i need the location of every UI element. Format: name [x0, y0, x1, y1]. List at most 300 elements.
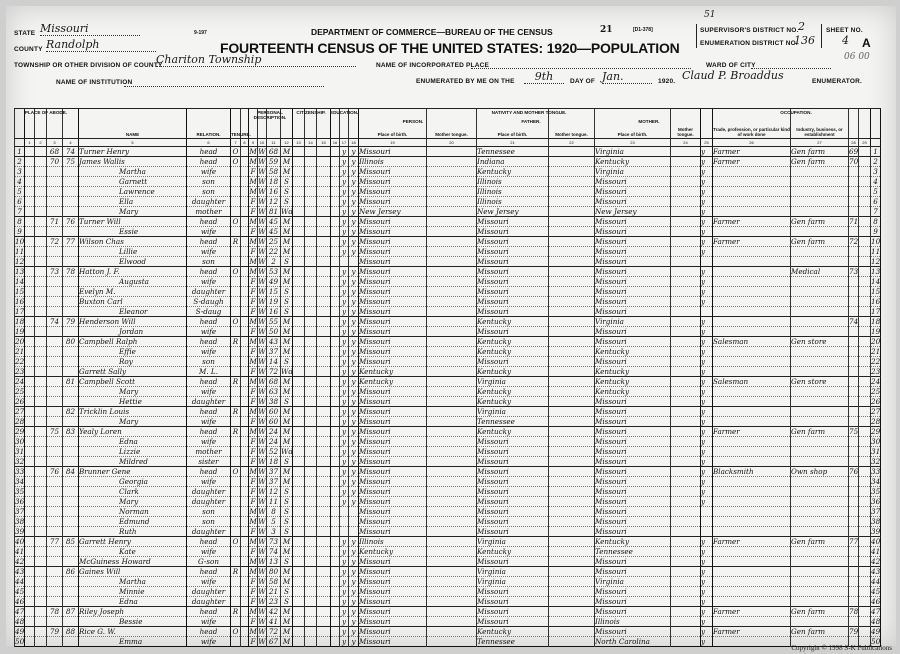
line-number-right: 16	[871, 297, 881, 306]
family-number	[63, 277, 79, 287]
tenure: O	[231, 217, 241, 227]
can-write: y	[349, 197, 359, 207]
column-number: 4	[63, 139, 79, 147]
cell	[549, 557, 595, 567]
line-number: 20	[15, 337, 25, 346]
relation: daughter	[187, 587, 231, 597]
dwelling-number	[47, 527, 63, 537]
cell	[549, 487, 595, 497]
birthplace: Missouri	[359, 347, 427, 357]
cell	[305, 217, 317, 227]
cell	[25, 307, 35, 317]
family-number: 76	[63, 217, 79, 227]
cell	[331, 597, 340, 607]
cell	[25, 417, 35, 427]
family-number	[63, 347, 79, 357]
can-read: y	[340, 397, 349, 407]
cell	[25, 547, 35, 557]
occupation-trade	[713, 587, 791, 597]
line-number: 14	[15, 277, 25, 286]
line-number-right: 20	[871, 337, 881, 346]
mother-birthplace: Missouri	[595, 557, 671, 567]
speaks-english: y	[701, 337, 713, 347]
sex: M	[249, 507, 257, 516]
birthplace: Missouri	[359, 267, 427, 277]
age: 53	[267, 267, 281, 277]
dwelling-number: 75	[47, 427, 63, 437]
cell	[25, 627, 35, 637]
dwelling-number	[47, 197, 63, 207]
occupation-trade: Farmer	[713, 607, 791, 617]
cell	[293, 637, 305, 647]
line-number: 39	[15, 527, 25, 536]
cell	[305, 147, 317, 157]
cell	[671, 537, 701, 547]
line-number-right: 44	[871, 577, 881, 586]
table-row	[15, 527, 881, 537]
farm-schedule	[849, 577, 859, 587]
cell	[427, 627, 477, 637]
cell	[859, 457, 871, 467]
age: 24	[267, 427, 281, 437]
birthplace: Missouri	[359, 637, 427, 647]
column-header: RELATION.	[187, 109, 231, 139]
cell	[35, 427, 47, 437]
line-number-right: 19	[871, 327, 881, 336]
marital-status: M	[281, 277, 293, 287]
dwelling-number	[47, 437, 63, 447]
person-name: Clark	[79, 487, 187, 497]
farm-schedule	[849, 207, 859, 217]
age: 50	[267, 327, 281, 337]
cell	[241, 357, 249, 367]
can-read: y	[340, 597, 349, 607]
speaks-english: y	[701, 237, 713, 247]
can-read	[340, 517, 349, 527]
speaks-english: y	[701, 367, 713, 377]
farm-schedule	[849, 547, 859, 557]
column-number: 28	[849, 139, 859, 147]
mother-birthplace: Missouri	[595, 337, 671, 347]
cell	[25, 397, 35, 407]
column-header: TENURE.	[231, 109, 241, 139]
speaks-english: y	[701, 217, 713, 227]
marital-status: M	[281, 537, 293, 547]
cell	[549, 217, 595, 227]
line-number: 13	[15, 267, 25, 276]
occupation-industry: Gen farm	[791, 427, 849, 437]
age: 81	[267, 207, 281, 217]
cell	[25, 577, 35, 587]
birthplace: Missouri	[359, 577, 427, 587]
cell	[317, 577, 331, 587]
occupation-trade	[713, 347, 791, 357]
cell	[35, 497, 47, 507]
cell	[859, 247, 871, 257]
cell	[317, 167, 331, 177]
cell	[549, 407, 595, 417]
column-number: 14	[305, 139, 317, 147]
relation: head	[187, 377, 231, 387]
father-birthplace: Missouri	[477, 607, 549, 617]
can-write: y	[349, 227, 359, 237]
farm-schedule: 74	[849, 317, 859, 326]
cell	[241, 557, 249, 567]
father-birthplace: Missouri	[477, 507, 549, 517]
table-row	[15, 267, 881, 277]
township-label: TOWNSHIP OR OTHER DIVISION OF COUNTY	[14, 62, 163, 69]
cell	[427, 567, 477, 577]
mother-birthplace: Missouri	[595, 277, 671, 287]
birthplace: Missouri	[359, 297, 427, 307]
cell	[317, 437, 331, 447]
relation: daughter	[187, 397, 231, 407]
column-group-heading: CITIZENSHIP.	[296, 110, 326, 115]
farm-schedule	[849, 527, 859, 537]
relation: son	[187, 257, 231, 267]
cell	[305, 567, 317, 577]
farm-schedule	[849, 487, 859, 497]
cell	[317, 527, 331, 537]
cell	[331, 507, 340, 517]
cell	[317, 367, 331, 377]
cell	[241, 177, 249, 187]
father-birthplace: Missouri	[477, 277, 549, 287]
can-read: y	[340, 617, 349, 627]
can-write: y	[349, 627, 359, 637]
cell	[317, 467, 331, 477]
cell	[317, 477, 331, 487]
family-number	[63, 527, 79, 537]
table-row	[15, 227, 881, 237]
dwelling-number	[47, 287, 63, 297]
farm-schedule	[849, 407, 859, 417]
race: W	[258, 327, 266, 336]
cell	[25, 557, 35, 567]
cell	[331, 467, 340, 477]
column-number: 9	[249, 139, 258, 147]
line-number-right: 32	[871, 457, 881, 466]
cell	[317, 507, 331, 517]
father-birthplace: Missouri	[477, 357, 549, 367]
can-write: y	[349, 417, 359, 427]
dwelling-number	[47, 257, 63, 267]
cell	[317, 237, 331, 247]
dwelling-number: 79	[47, 627, 63, 637]
table-row	[15, 167, 881, 177]
sex: M	[249, 567, 257, 576]
father-birthplace: Tennessee	[477, 147, 549, 157]
cell	[305, 167, 317, 177]
marital-status: M	[281, 407, 293, 417]
can-read: y	[340, 217, 349, 227]
cell	[671, 387, 701, 397]
cell	[317, 377, 331, 387]
can-read: y	[340, 297, 349, 307]
cell	[25, 527, 35, 537]
sex: M	[249, 157, 257, 166]
dwelling-number	[47, 177, 63, 187]
age: 14	[267, 357, 281, 367]
table-row	[15, 537, 881, 547]
cell	[25, 337, 35, 347]
birthplace: Missouri	[359, 317, 427, 327]
occupation-industry	[791, 227, 849, 237]
occupation-trade	[713, 267, 791, 277]
column-number: 29	[859, 139, 871, 147]
person-name: Lizzie	[79, 447, 187, 457]
cell	[317, 627, 331, 637]
dwelling-number: 70	[47, 157, 63, 167]
mother-birthplace: Missouri	[595, 517, 671, 527]
cell	[549, 297, 595, 307]
family-number	[63, 437, 79, 447]
mother-birthplace: Kentucky	[595, 387, 671, 397]
cell	[549, 177, 595, 187]
cell	[859, 507, 871, 517]
table-row	[15, 507, 881, 517]
marital-status: S	[281, 527, 293, 537]
sex: F	[250, 167, 256, 176]
tenure: O	[231, 317, 241, 327]
tenure	[231, 287, 241, 297]
mother-birthplace: Missouri	[595, 297, 671, 307]
mother-birthplace: Missouri	[595, 407, 671, 417]
cell	[331, 617, 340, 627]
cell	[427, 327, 477, 337]
tenure: R	[231, 237, 241, 247]
cell	[331, 197, 340, 207]
can-read: y	[340, 627, 349, 637]
cell	[317, 257, 331, 267]
farm-schedule	[849, 347, 859, 357]
cell	[293, 597, 305, 607]
cell	[331, 357, 340, 367]
cell	[671, 207, 701, 217]
can-read: y	[340, 237, 349, 247]
occupation-trade	[713, 227, 791, 237]
speaks-english: y	[701, 547, 713, 557]
family-number	[63, 387, 79, 397]
race: W	[258, 427, 266, 436]
cell	[859, 287, 871, 297]
cell	[293, 437, 305, 447]
cell	[35, 267, 47, 277]
mother-birthplace: Virginia	[595, 317, 671, 327]
father-birthplace: Missouri	[477, 517, 549, 527]
tenure	[231, 247, 241, 257]
family-number	[63, 367, 79, 377]
speaks-english: y	[701, 207, 713, 217]
speaks-english: y	[701, 387, 713, 397]
cell	[671, 347, 701, 357]
tenure	[231, 457, 241, 467]
table-row	[15, 277, 881, 287]
table-row	[15, 307, 881, 317]
cell	[859, 257, 871, 267]
line-number: 33	[15, 467, 25, 476]
age: 67	[267, 637, 281, 647]
speaks-english: y	[701, 157, 713, 167]
can-write: y	[349, 297, 359, 307]
birthplace: Missouri	[359, 357, 427, 367]
cell	[305, 227, 317, 237]
occupation-trade	[713, 317, 791, 327]
farm-schedule: 79	[849, 627, 859, 636]
cell	[25, 187, 35, 197]
mother-birthplace: Missouri	[595, 477, 671, 487]
farm-schedule	[849, 337, 859, 347]
enumeration-month: Jan.	[602, 70, 652, 84]
supervisor-number: 2	[798, 20, 805, 33]
table-row	[15, 517, 881, 527]
father-birthplace: Missouri	[477, 327, 549, 337]
occupation-trade	[713, 167, 791, 177]
line-number: 8	[15, 217, 25, 227]
line-number: 46	[15, 597, 25, 606]
can-read: y	[340, 567, 349, 577]
cell	[859, 327, 871, 337]
cell	[25, 597, 35, 607]
cell	[241, 287, 249, 297]
mother-birthplace: Missouri	[595, 287, 671, 297]
person-name: Turner Henry	[79, 147, 187, 157]
cell	[35, 287, 47, 297]
farm-schedule	[849, 297, 859, 307]
column-number: 15	[317, 139, 331, 147]
occupation-industry	[791, 517, 849, 527]
speaks-english: y	[701, 247, 713, 257]
tenure	[231, 227, 241, 237]
cell	[25, 347, 35, 357]
mother-birthplace: Missouri	[595, 447, 671, 457]
mother-birthplace: Missouri	[595, 627, 671, 637]
cell	[241, 587, 249, 597]
tenure: O	[231, 537, 241, 547]
tenure	[231, 417, 241, 427]
mother-birthplace: Missouri	[595, 187, 671, 197]
cell	[25, 147, 35, 157]
father-birthplace: Missouri	[477, 597, 549, 607]
cell	[317, 347, 331, 357]
race: W	[258, 237, 266, 246]
cell	[859, 217, 871, 227]
cell	[859, 147, 871, 157]
cell	[331, 267, 340, 277]
marital-status: M	[281, 627, 293, 637]
family-number: 87	[63, 607, 79, 617]
speaks-english	[701, 527, 713, 537]
table-row	[15, 317, 881, 327]
cell	[305, 557, 317, 567]
cell	[427, 317, 477, 327]
dwelling-number	[47, 187, 63, 197]
mother-birthplace: Missouri	[595, 327, 671, 337]
cell	[427, 507, 477, 517]
occupation-industry	[791, 527, 849, 537]
cell	[671, 357, 701, 367]
cell	[549, 287, 595, 297]
cell	[35, 237, 47, 247]
line-number: 29	[15, 427, 25, 436]
race: W	[258, 347, 266, 356]
cell	[427, 477, 477, 487]
cell	[305, 237, 317, 247]
cell	[305, 197, 317, 207]
marital-status: M	[281, 327, 293, 337]
cell	[241, 627, 249, 637]
cell	[293, 177, 305, 187]
person-name: Norman	[79, 507, 187, 517]
race: W	[258, 247, 266, 256]
tenure	[231, 637, 241, 647]
can-read: y	[340, 187, 349, 197]
cell	[427, 367, 477, 377]
person-name: Effie	[79, 347, 187, 357]
occupation-trade: Salesman	[713, 377, 791, 387]
occupation-industry	[791, 247, 849, 257]
cell	[25, 617, 35, 627]
race: W	[258, 377, 266, 386]
can-write: y	[349, 447, 359, 457]
cell	[671, 527, 701, 537]
can-write: y	[349, 397, 359, 407]
age: 55	[267, 317, 281, 327]
cell	[549, 307, 595, 317]
cell	[331, 317, 340, 327]
occupation-industry	[791, 477, 849, 487]
state-label: STATE	[14, 30, 36, 37]
cell	[35, 167, 47, 177]
cell	[331, 207, 340, 217]
occupation-trade	[713, 617, 791, 627]
cell	[549, 227, 595, 237]
family-number	[63, 477, 79, 487]
can-write: y	[349, 317, 359, 327]
marital-status: M	[281, 347, 293, 357]
relation: head	[187, 427, 231, 437]
race: W	[258, 447, 266, 456]
line-number: 41	[15, 547, 25, 556]
cell	[671, 507, 701, 517]
person-name: Turner Will	[79, 217, 187, 227]
can-write: y	[349, 367, 359, 377]
occupation-industry	[791, 257, 849, 267]
cell	[35, 357, 47, 367]
line-number: 40	[15, 537, 25, 546]
cell	[293, 517, 305, 527]
occupation-trade	[713, 547, 791, 557]
age: 49	[267, 277, 281, 287]
tenure	[231, 617, 241, 627]
dwelling-number	[47, 357, 63, 367]
cell	[859, 447, 871, 457]
can-write: y	[349, 187, 359, 197]
cell	[35, 607, 47, 617]
sex: F	[250, 487, 256, 496]
occupation-trade	[713, 557, 791, 567]
occupation-industry	[791, 577, 849, 587]
cell	[331, 237, 340, 247]
age: 38	[267, 397, 281, 407]
dwelling-number	[47, 377, 63, 387]
occupation-industry	[791, 307, 849, 317]
cell	[293, 327, 305, 337]
speaks-english: y	[701, 637, 713, 647]
marital-status: M	[281, 607, 293, 617]
column-number: 2	[35, 139, 47, 147]
cell	[859, 347, 871, 357]
